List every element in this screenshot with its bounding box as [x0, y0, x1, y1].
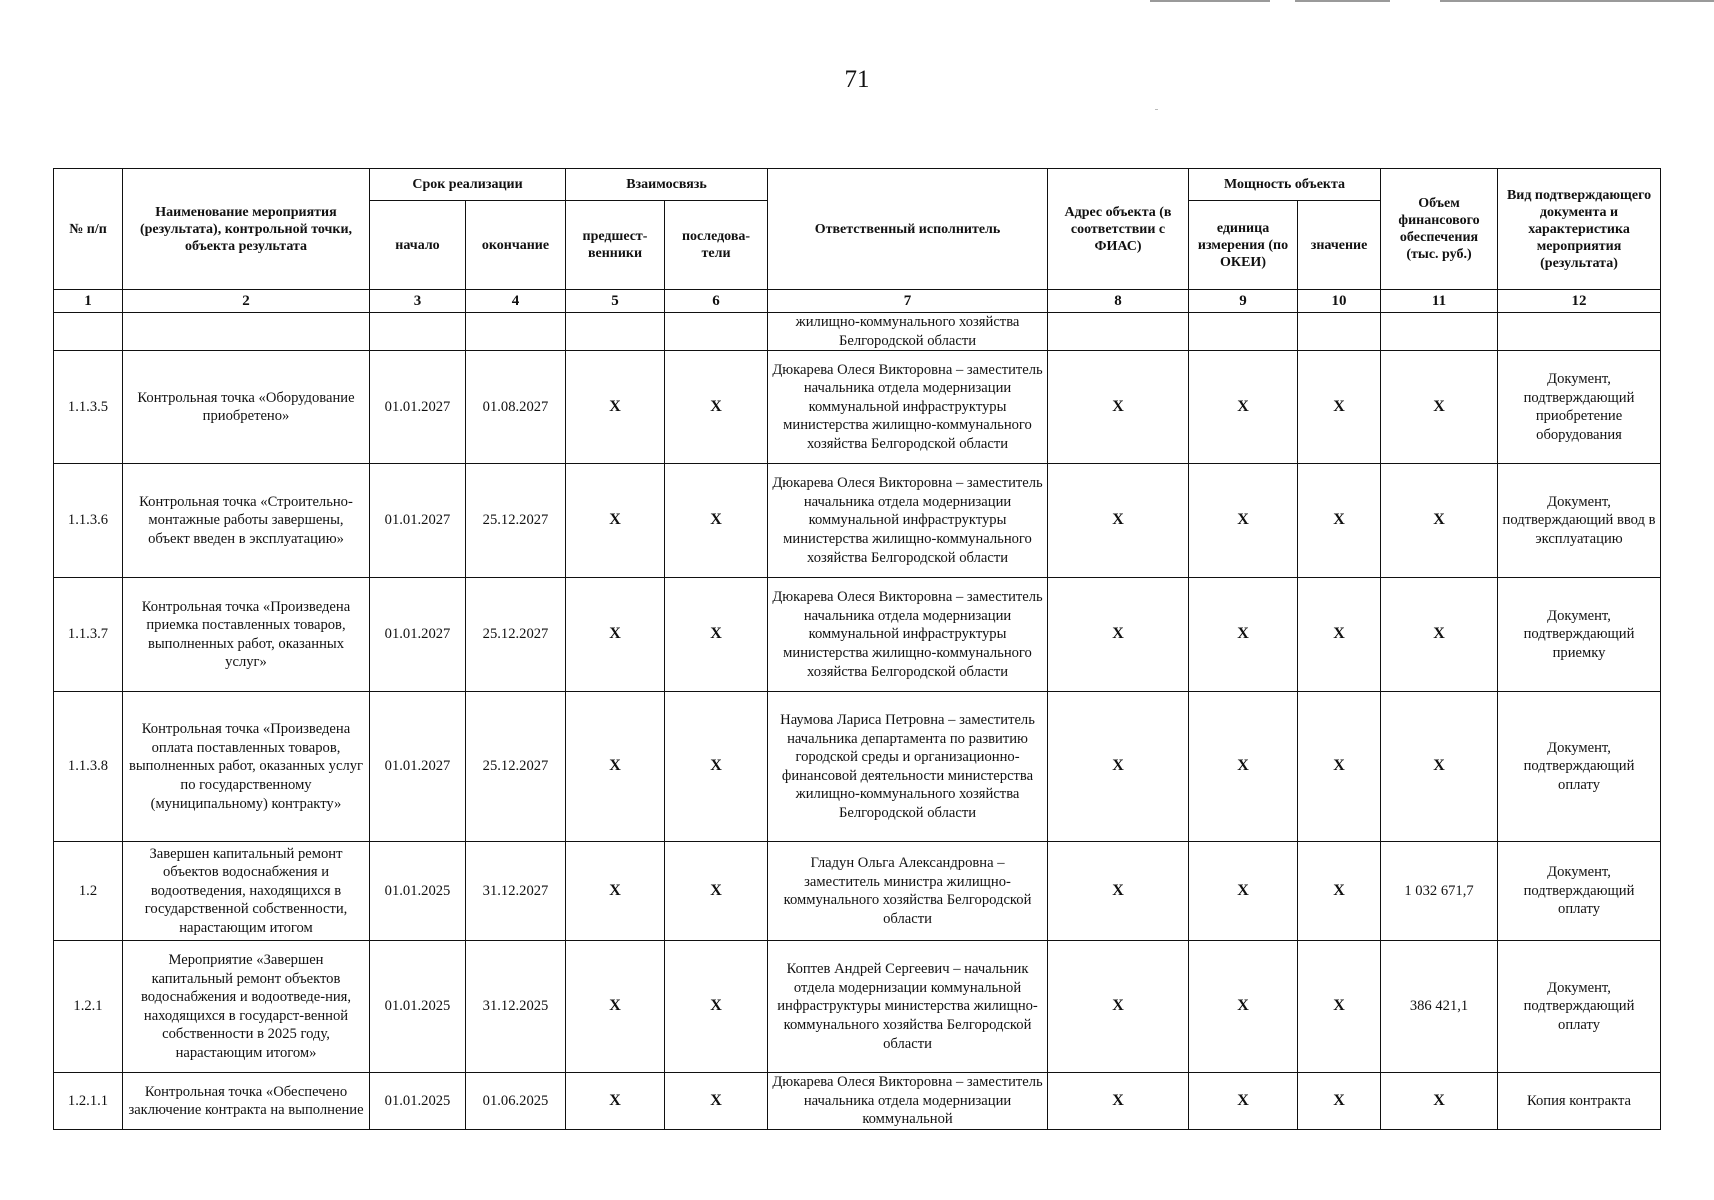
- table-row: [54, 313, 1661, 351]
- table-row: [54, 464, 1661, 578]
- cell-start: 01.01.2025: [370, 842, 466, 941]
- table-row: [54, 351, 1661, 464]
- column-number: 4: [466, 290, 566, 313]
- cell-finance: 386 421,1: [1381, 941, 1498, 1073]
- cell-finance: Х: [1381, 351, 1498, 464]
- cell-document: Документ, подтверждающий оплату: [1498, 692, 1661, 842]
- header-unit: единица измерения (по ОКЕИ): [1189, 201, 1298, 290]
- cell-value: Х: [1298, 842, 1381, 941]
- column-number-row: [54, 290, 1661, 313]
- cell-value: Х: [1298, 464, 1381, 578]
- table-row: [54, 842, 1661, 941]
- column-number: 1: [54, 290, 123, 313]
- cell-executor: Дюкарева Олеся Викторовна – заместитель начальника отдела модернизации коммунальной: [768, 1073, 1048, 1130]
- cell-succ: Х: [665, 351, 768, 464]
- cell-succ: Х: [665, 692, 768, 842]
- cell-address: Х: [1048, 1073, 1189, 1130]
- cell-executor: Дюкарева Олеся Викторовна – заместитель начальника отдела модернизации коммунальной инфраструктуры министерства жилищно-коммунального хозяйства Белгородской области: [768, 578, 1048, 692]
- header-num: № п/п: [54, 169, 123, 290]
- column-number: 3: [370, 290, 466, 313]
- cell-unit: Х: [1189, 941, 1298, 1073]
- table-row: [54, 578, 1661, 692]
- cell-name: Контрольная точка «Обеспечено заключение контракта на выполнение: [123, 1073, 370, 1130]
- table-row: [54, 692, 1661, 842]
- cell-unit: Х: [1189, 842, 1298, 941]
- header-row: [54, 169, 1661, 201]
- cell-num: 1.2: [54, 842, 123, 941]
- cell-value: [1298, 313, 1381, 351]
- cell-document: Документ, подтверждающий оплату: [1498, 842, 1661, 941]
- header-capacity-group: Мощность объекта: [1189, 169, 1381, 201]
- cell-succ: [665, 313, 768, 351]
- cell-succ: Х: [665, 842, 768, 941]
- cell-end: [466, 313, 566, 351]
- column-number: 5: [566, 290, 665, 313]
- table-row: [54, 941, 1661, 1073]
- cell-unit: Х: [1189, 464, 1298, 578]
- cell-end: 01.06.2025: [466, 1073, 566, 1130]
- cell-start: [370, 313, 466, 351]
- scan-edge-line: [1295, 0, 1390, 2]
- header-address: Адрес объекта (в соответствии с ФИАС): [1048, 169, 1189, 290]
- cell-num: 1.1.3.7: [54, 578, 123, 692]
- cell-name: [123, 313, 370, 351]
- header-relation-group: Взаимосвязь: [566, 169, 768, 201]
- cell-succ: Х: [665, 1073, 768, 1130]
- cell-unit: Х: [1189, 578, 1298, 692]
- header-document: Вид подтверждающего документа и характеристика мероприятия (результата): [1498, 169, 1661, 290]
- cell-executor: Гладун Ольга Александровна – заместитель министра жилищно-коммунального хозяйства Белгородской области: [768, 842, 1048, 941]
- cell-value: Х: [1298, 351, 1381, 464]
- cell-address: Х: [1048, 351, 1189, 464]
- cell-finance: 1 032 671,7: [1381, 842, 1498, 941]
- cell-pred: Х: [566, 941, 665, 1073]
- cell-unit: Х: [1189, 692, 1298, 842]
- header-period-group: Срок реализации: [370, 169, 566, 201]
- column-number: 10: [1298, 290, 1381, 313]
- cell-document: Копия контракта: [1498, 1073, 1661, 1130]
- cell-finance: Х: [1381, 464, 1498, 578]
- cell-unit: Х: [1189, 1073, 1298, 1130]
- cell-num: 1.2.1.1: [54, 1073, 123, 1130]
- cell-executor: Дюкарева Олеся Викторовна – заместитель начальника отдела модернизации коммунальной инфраструктуры министерства жилищно-коммунального хозяйства Белгородской области: [768, 464, 1048, 578]
- cell-pred: Х: [566, 351, 665, 464]
- cell-pred: Х: [566, 692, 665, 842]
- cell-address: Х: [1048, 578, 1189, 692]
- cell-succ: Х: [665, 464, 768, 578]
- cell-document: Документ, подтверждающий приобретение оборудования: [1498, 351, 1661, 464]
- cell-name: Контрольная точка «Произведена оплата поставленных товаров, выполненных работ, оказанных услуг по государственному (муниципальному) контракту»: [123, 692, 370, 842]
- cell-finance: Х: [1381, 578, 1498, 692]
- cell-executor: Наумова Лариса Петровна – заместитель начальника департамента по развитию городской среды и организационно-финансовой деятельности министерства жилищно-коммунального хозяйства Белгородской области: [768, 692, 1048, 842]
- column-number: 8: [1048, 290, 1189, 313]
- cell-value: Х: [1298, 1073, 1381, 1130]
- header-finance: Объем финансового обеспечения (тыс. руб.): [1381, 169, 1498, 290]
- header-end: окончание: [466, 201, 566, 290]
- cell-document: Документ, подтверждающий ввод в эксплуатацию: [1498, 464, 1661, 578]
- cell-unit: [1189, 313, 1298, 351]
- cell-document: Документ, подтверждающий оплату: [1498, 941, 1661, 1073]
- cell-unit: Х: [1189, 351, 1298, 464]
- cell-end: 25.12.2027: [466, 692, 566, 842]
- cell-start: 01.01.2027: [370, 578, 466, 692]
- header-predecessors: предшест-венники: [566, 201, 665, 290]
- column-number: 9: [1189, 290, 1298, 313]
- cell-num: 1.1.3.5: [54, 351, 123, 464]
- cell-succ: Х: [665, 578, 768, 692]
- cell-start: 01.01.2027: [370, 351, 466, 464]
- cell-name: Мероприятие «Завершен капитальный ремонт объектов водоснабжения и водоотведе-ния, находящихся в государст-венной собственности в 2025 году, нарастающим итогом»: [123, 941, 370, 1073]
- cell-executor: жилищно-коммунального хозяйства Белгородской области: [768, 313, 1048, 351]
- column-number: 2: [123, 290, 370, 313]
- cell-start: 01.01.2027: [370, 464, 466, 578]
- cell-end: 25.12.2027: [466, 578, 566, 692]
- cell-end: 01.08.2027: [466, 351, 566, 464]
- cell-start: 01.01.2025: [370, 941, 466, 1073]
- cell-executor: Дюкарева Олеся Викторовна – заместитель начальника отдела модернизации коммунальной инфраструктуры министерства жилищно-коммунального хозяйства Белгородской области: [768, 351, 1048, 464]
- cell-name: Контрольная точка «Строительно-монтажные работы завершены, объект введен в эксплуатацию»: [123, 464, 370, 578]
- cell-name: Завершен капитальный ремонт объектов водоснабжения и водоотведения, находящихся в государственной собственности, нарастающим итогом: [123, 842, 370, 941]
- cell-value: Х: [1298, 692, 1381, 842]
- cell-finance: Х: [1381, 692, 1498, 842]
- page-number: 71: [844, 66, 870, 93]
- cell-succ: Х: [665, 941, 768, 1073]
- cell-value: Х: [1298, 941, 1381, 1073]
- cell-pred: Х: [566, 1073, 665, 1130]
- cell-pred: Х: [566, 578, 665, 692]
- cell-name: Контрольная точка «Произведена приемка поставленных товаров, выполненных работ, оказанных услуг»: [123, 578, 370, 692]
- cell-start: 01.01.2025: [370, 1073, 466, 1130]
- cell-finance: [1381, 313, 1498, 351]
- cell-pred: Х: [566, 464, 665, 578]
- cell-name: Контрольная точка «Оборудование приобретено»: [123, 351, 370, 464]
- cell-pred: Х: [566, 842, 665, 941]
- cell-document: Документ, подтверждающий приемку: [1498, 578, 1661, 692]
- column-number: 7: [768, 290, 1048, 313]
- cell-value: Х: [1298, 578, 1381, 692]
- cell-num: 1.1.3.6: [54, 464, 123, 578]
- cell-finance: Х: [1381, 1073, 1498, 1130]
- cell-end: 31.12.2027: [466, 842, 566, 941]
- header-name: Наименование мероприятия (результата), контрольной точки, объекта результата: [123, 169, 370, 290]
- cell-num: 1.1.3.8: [54, 692, 123, 842]
- header-value: значение: [1298, 201, 1381, 290]
- table-row: [54, 1073, 1661, 1130]
- cell-pred: [566, 313, 665, 351]
- scan-edge-line: [1440, 0, 1714, 2]
- scan-speck: [1155, 109, 1158, 110]
- header-executor: Ответственный исполнитель: [768, 169, 1048, 290]
- scan-edge-line: [1150, 0, 1270, 2]
- cell-address: [1048, 313, 1189, 351]
- cell-document: [1498, 313, 1661, 351]
- cell-end: 31.12.2025: [466, 941, 566, 1073]
- column-number: 6: [665, 290, 768, 313]
- activities-table: [53, 168, 1661, 1130]
- column-number: 12: [1498, 290, 1661, 313]
- header-start: начало: [370, 201, 466, 290]
- header-successors: последова-тели: [665, 201, 768, 290]
- cell-num: [54, 313, 123, 351]
- cell-address: Х: [1048, 842, 1189, 941]
- cell-address: Х: [1048, 692, 1189, 842]
- cell-address: Х: [1048, 941, 1189, 1073]
- column-number: 11: [1381, 290, 1498, 313]
- cell-num: 1.2.1: [54, 941, 123, 1073]
- cell-executor: Коптев Андрей Сергеевич – начальник отдела модернизации коммунальной инфраструктуры министерства жилищно-коммунального хозяйства Белгородской области: [768, 941, 1048, 1073]
- cell-address: Х: [1048, 464, 1189, 578]
- cell-end: 25.12.2027: [466, 464, 566, 578]
- cell-start: 01.01.2027: [370, 692, 466, 842]
